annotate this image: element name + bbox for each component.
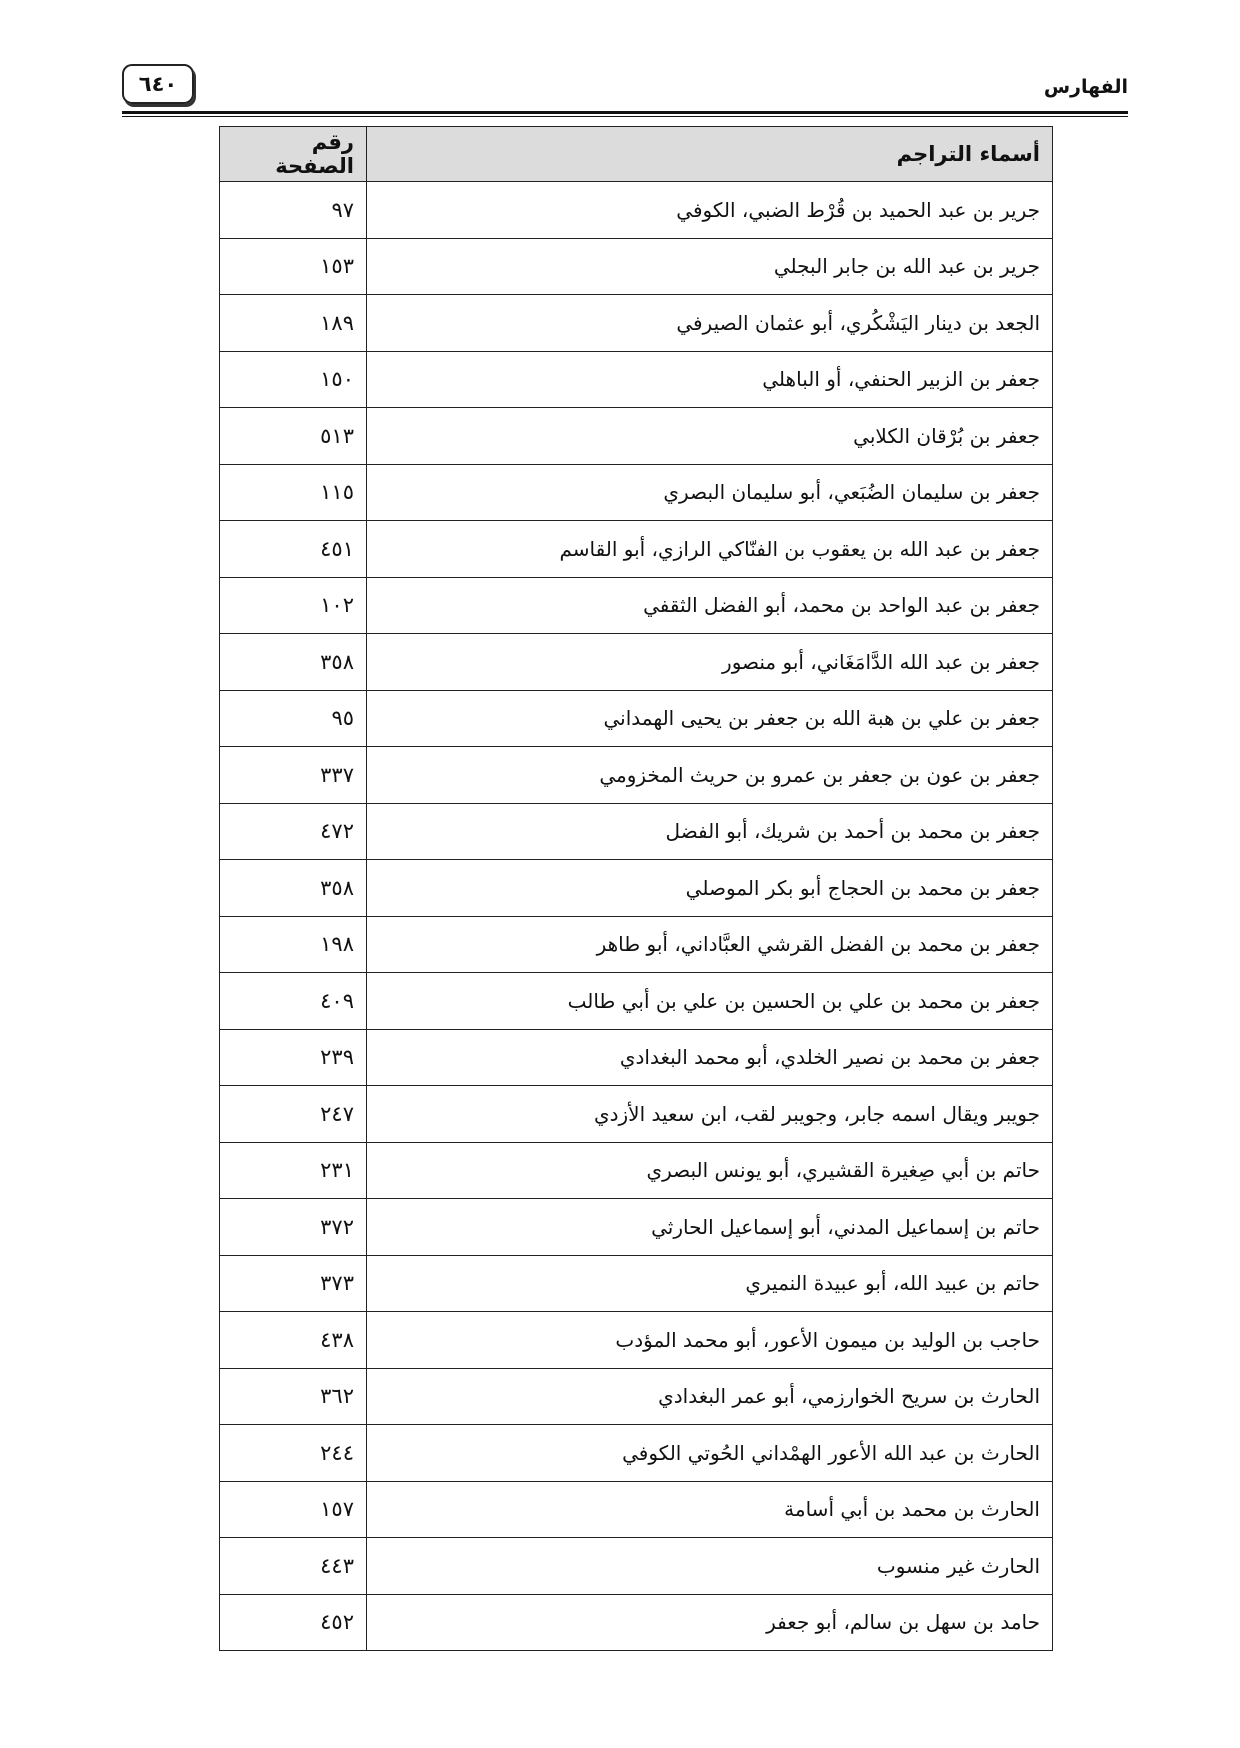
page-number-cell: ١٥٧ [220, 1481, 367, 1538]
page-number-cell: ٤٥١ [220, 521, 367, 578]
page-number-cell: ١٥٣ [220, 238, 367, 295]
page-number-cell: ٤٣٨ [220, 1312, 367, 1369]
header-rule [122, 111, 1128, 114]
table-row [220, 464, 1053, 521]
table-row [220, 408, 1053, 465]
page-number-cell: ١١٥ [220, 464, 367, 521]
page-header [0, 0, 1240, 120]
page-number-cell: ٣٥٨ [220, 634, 367, 691]
table-row [220, 973, 1053, 1030]
column-header-names: أسماء التراجم [367, 127, 1053, 182]
table-row [220, 1255, 1053, 1312]
biography-name: الحارث بن سريح الخوارزمي، أبو عمر البغدادي [367, 1368, 1053, 1425]
biography-name: جعفر بن علي بن هبة الله بن جعفر بن يحيى الهمداني [367, 690, 1053, 747]
page-number-cell: ٢٤٧ [220, 1086, 367, 1143]
page-number-cell: ٢٣٩ [220, 1029, 367, 1086]
page-number-cell: ١٥٠ [220, 351, 367, 408]
biography-name: جرير بن عبد الله بن جابر البجلي [367, 238, 1053, 295]
biography-name: حاتم بن إسماعيل المدني، أبو إسماعيل الحارثي [367, 1199, 1053, 1256]
biography-name: جعفر بن محمد بن نصير الخلدي، أبو محمد البغدادي [367, 1029, 1053, 1086]
biography-name: جعفر بن محمد بن الفضل القرشي العبَّاداني، أبو طاهر [367, 916, 1053, 973]
header-rule-thin [122, 116, 1128, 117]
table-row [220, 238, 1053, 295]
biography-name: الجعد بن دينار اليَشْكُري، أبو عثمان الصيرفي [367, 295, 1053, 352]
biography-name: جعفر بن عبد الواحد بن محمد، أبو الفضل الثقفي [367, 577, 1053, 634]
page-number-cell: ٢٣١ [220, 1142, 367, 1199]
table-row [220, 803, 1053, 860]
biography-name: الحارث بن عبد الله الأعور الهمْداني الحُوتي الكوفي [367, 1425, 1053, 1482]
page-number-cell: ٣٧٢ [220, 1199, 367, 1256]
table-row [220, 521, 1053, 578]
page-number-cell: ٣٥٨ [220, 860, 367, 917]
page-number-cell: ٥١٣ [220, 408, 367, 465]
biography-name: حاتم بن عبيد الله، أبو عبيدة النميري [367, 1255, 1053, 1312]
page-number-cell: ١٨٩ [220, 295, 367, 352]
table-row [220, 1594, 1053, 1651]
page-number-cell: ٢٤٤ [220, 1425, 367, 1482]
page-number-cell: ٩٧ [220, 182, 367, 239]
page-number-cell: ٤٥٢ [220, 1594, 367, 1651]
biography-name: حاجب بن الوليد بن ميمون الأعور، أبو محمد المؤدب [367, 1312, 1053, 1369]
biography-name: جويبر ويقال اسمه جابر، وجويبر لقب، ابن سعيد الأزدي [367, 1086, 1053, 1143]
biography-name: جرير بن عبد الحميد بن قُرْط الضبي، الكوفي [367, 182, 1053, 239]
biography-name: جعفر بن بُرْقان الكلابي [367, 408, 1053, 465]
section-title: الفهارس [1043, 76, 1128, 98]
page-number-cell: ٩٥ [220, 690, 367, 747]
table-body [220, 182, 1053, 1651]
table-row [220, 577, 1053, 634]
page-number-cell: ٣٧٣ [220, 1255, 367, 1312]
biography-name: جعفر بن سليمان الضُبَعي، أبو سليمان البصري [367, 464, 1053, 521]
table-row [220, 690, 1053, 747]
page-number-cell: ١٩٨ [220, 916, 367, 973]
biography-name: الحارث بن محمد بن أبي أسامة [367, 1481, 1053, 1538]
table-row [220, 1425, 1053, 1482]
biography-name: الحارث غير منسوب [367, 1538, 1053, 1595]
table-row [220, 182, 1053, 239]
biography-name: جعفر بن عبد الله الدَّامَغَاني، أبو منصور [367, 634, 1053, 691]
biography-name: جعفر بن عون بن جعفر بن عمرو بن حريث المخزومي [367, 747, 1053, 804]
table-row [220, 747, 1053, 804]
page-number-cell: ٤٠٩ [220, 973, 367, 1030]
table-row [220, 1312, 1053, 1369]
table-row [220, 860, 1053, 917]
table-row [220, 1029, 1053, 1086]
table-row [220, 1199, 1053, 1256]
biography-name: جعفر بن محمد بن علي بن الحسين بن علي بن أبي طالب [367, 973, 1053, 1030]
table-row [220, 1368, 1053, 1425]
page-number-cell: ٤٧٢ [220, 803, 367, 860]
table-row [220, 1086, 1053, 1143]
biography-name: جعفر بن الزبير الحنفي، أو الباهلي [367, 351, 1053, 408]
table-row [220, 351, 1053, 408]
page-number-cell: ٣٦٢ [220, 1368, 367, 1425]
table-row [220, 1142, 1053, 1199]
biographies-index-table [219, 126, 1053, 1651]
table-row [220, 295, 1053, 352]
biography-name: حامد بن سهل بن سالم، أبو جعفر [367, 1594, 1053, 1651]
table-row [220, 634, 1053, 691]
biography-name: جعفر بن عبد الله بن يعقوب بن الفنّاكي الرازي، أبو القاسم [367, 521, 1053, 578]
biography-name: حاتم بن أبي صِغيرة القشيري، أبو يونس البصري [367, 1142, 1053, 1199]
table-header-row [220, 127, 1053, 182]
page-number-cell: ١٠٢ [220, 577, 367, 634]
page-number: ٦٤٠ [122, 64, 194, 104]
page-number-cell: ٤٤٣ [220, 1538, 367, 1595]
biography-name: جعفر بن محمد بن أحمد بن شريك، أبو الفضل [367, 803, 1053, 860]
column-header-page-number: رقم الصفحة [220, 127, 367, 182]
biography-name: جعفر بن محمد بن الحجاج أبو بكر الموصلي [367, 860, 1053, 917]
page-number-cell: ٣٣٧ [220, 747, 367, 804]
table-row [220, 1538, 1053, 1595]
table-row [220, 1481, 1053, 1538]
table-row [220, 916, 1053, 973]
